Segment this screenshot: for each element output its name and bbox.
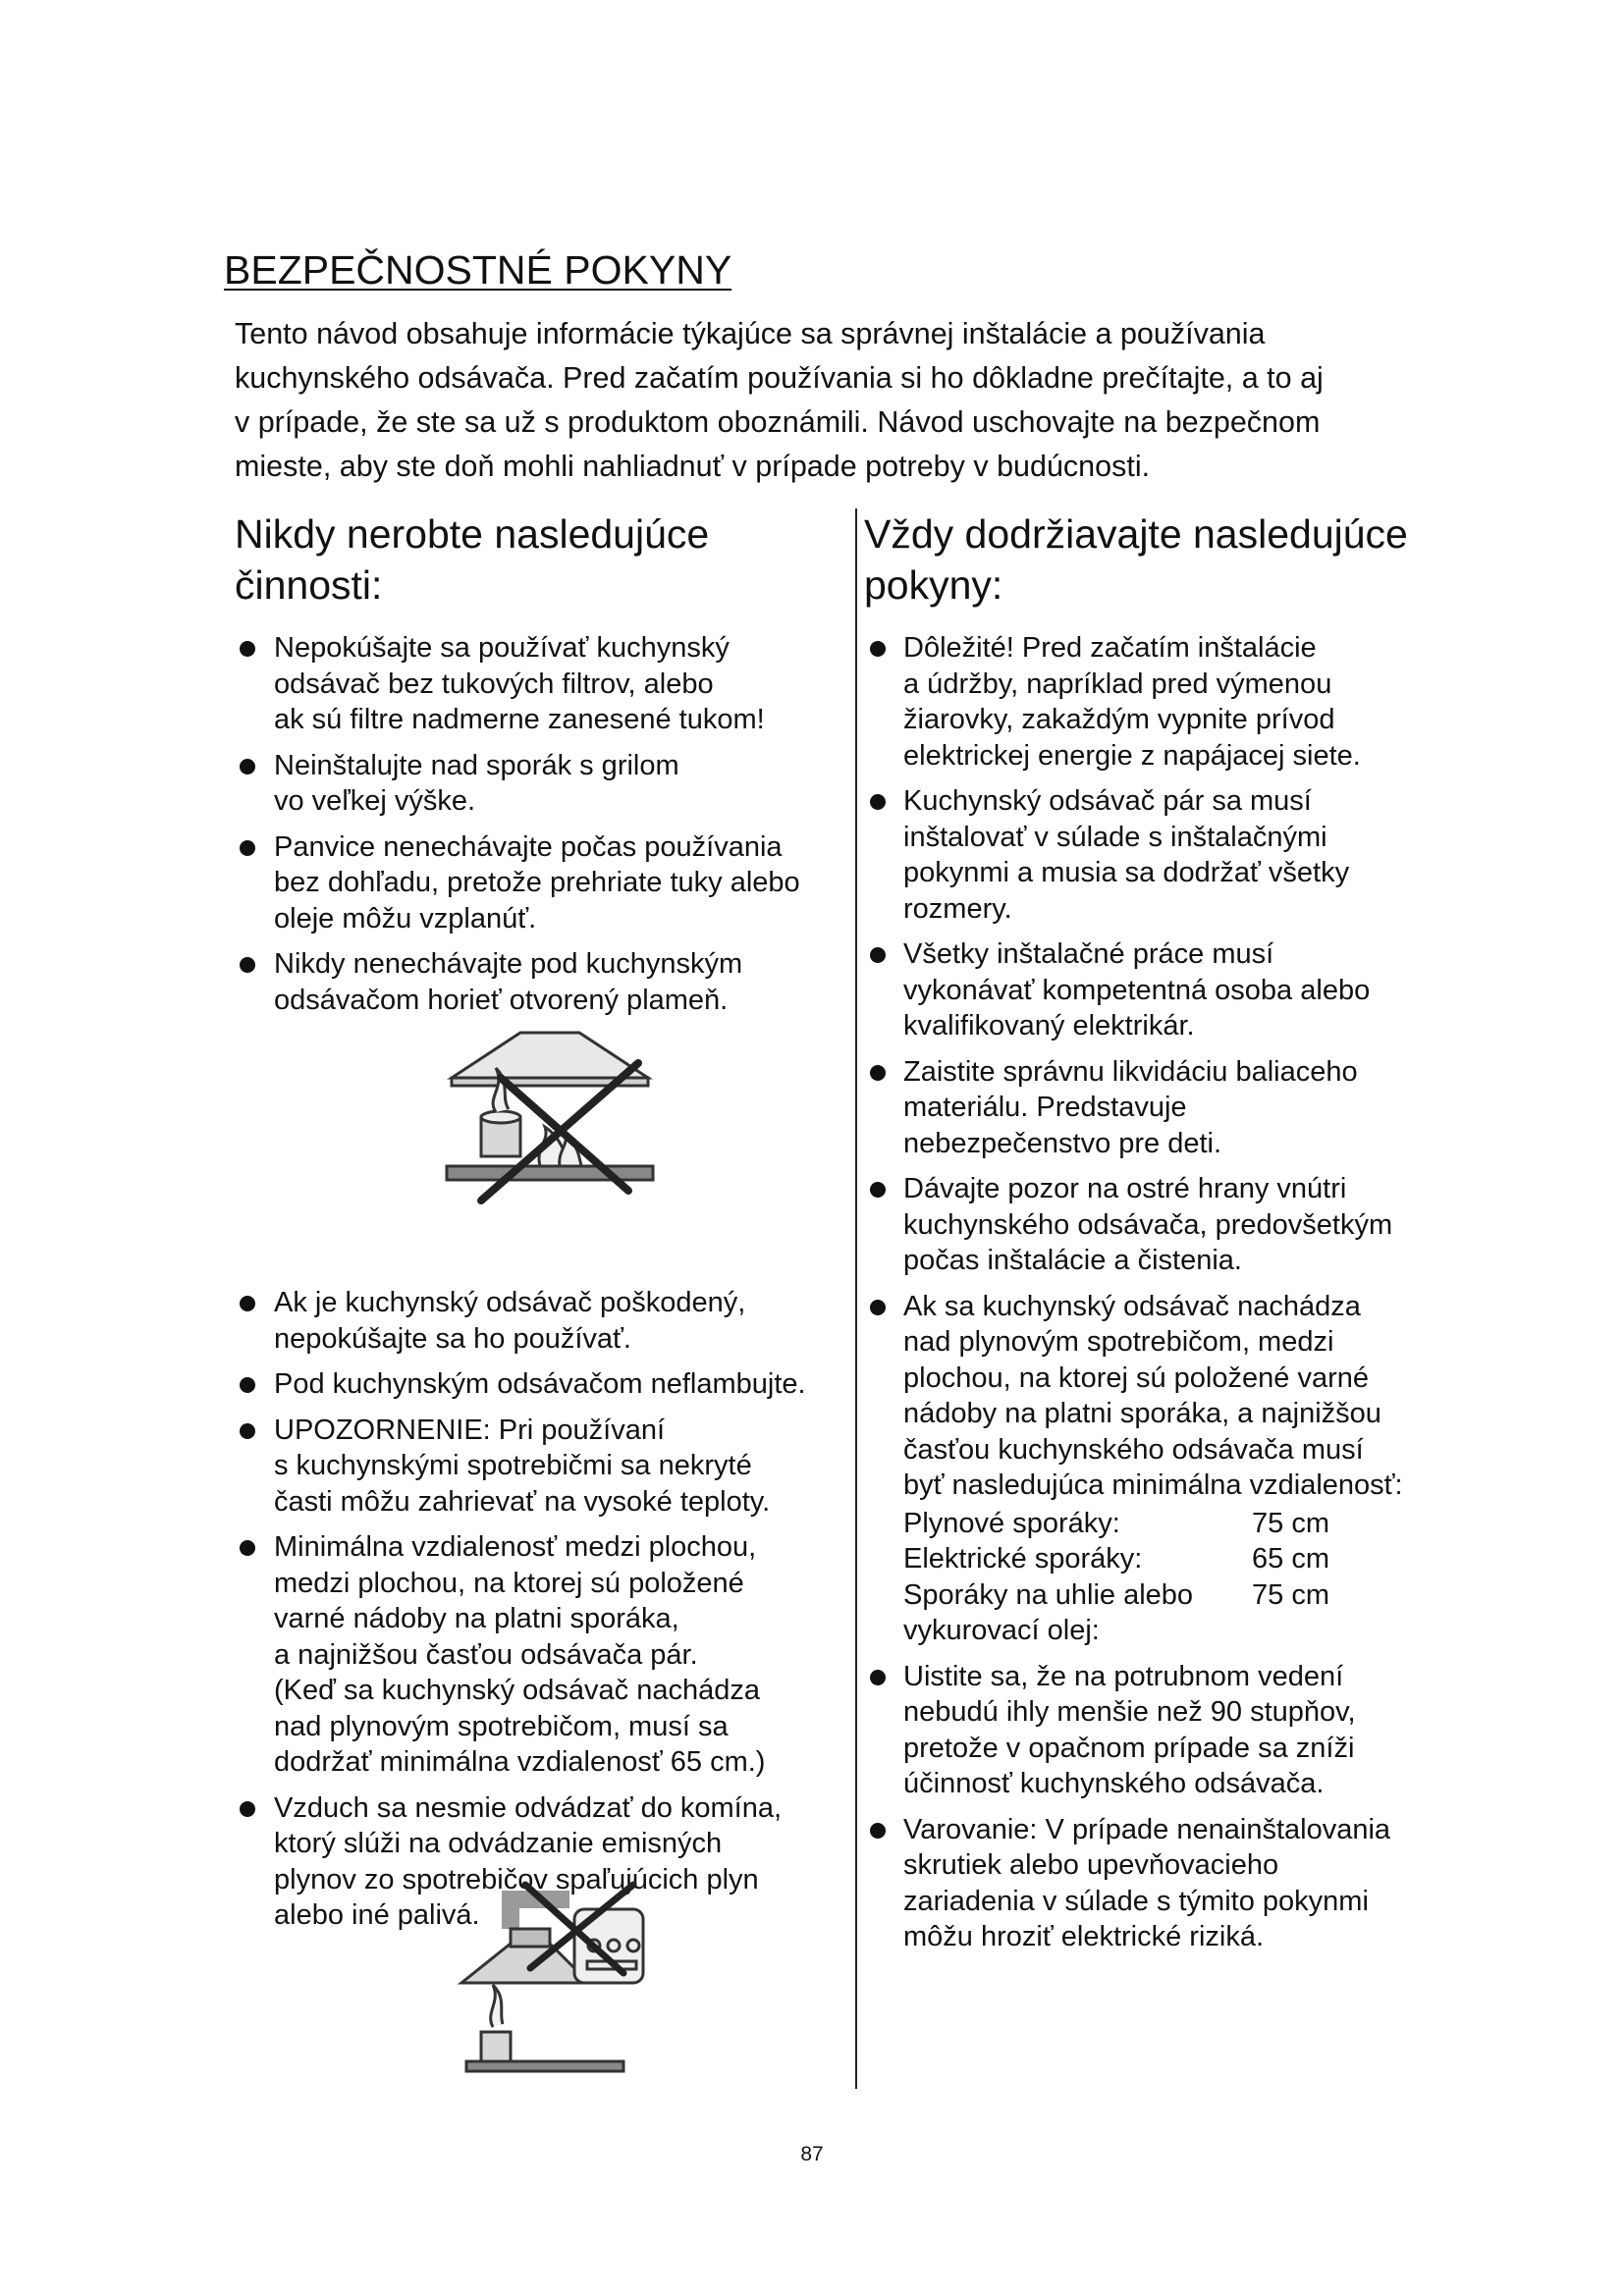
list-item-line: žiarovky, zakaždým vypnite prívod bbox=[903, 704, 1335, 735]
list-item bbox=[235, 1529, 853, 1781]
list-item-line: Pod kuchynským odsávačom neflambujte. bbox=[274, 1368, 806, 1400]
list-item-line: môžu hroziť elektrické riziká. bbox=[903, 1921, 1265, 1952]
list-item-line: materiálu. Predstavuje bbox=[903, 1092, 1187, 1123]
list-item-line: Kuchynský odsávač pár sa musí bbox=[903, 785, 1312, 817]
list-item-line: nebudú ihly menšie než 90 stupňov, bbox=[903, 1696, 1356, 1728]
intro-line: mieste, aby ste doň mohli nahliadnuť v prípade potreby v budúcnosti. bbox=[235, 450, 1151, 483]
never-do-column bbox=[235, 508, 853, 1944]
list-item-line: ktorý slúži na odvádzanie emisných bbox=[274, 1828, 723, 1859]
list-item-line: Varovanie: V prípade nenainštalovania bbox=[903, 1813, 1391, 1845]
never-do-heading: Nikdy nerobte nasledujúce činnosti: bbox=[235, 511, 710, 608]
list-item-line: oleje môžu vzplanúť. bbox=[274, 902, 537, 934]
list-item-line: Uistite sa, že na potrubnom vedení bbox=[903, 1660, 1344, 1692]
no-chimney-exhaust-icon bbox=[442, 1875, 658, 2081]
list-item-line: elektrickej energie z napájacej siete. bbox=[903, 739, 1361, 772]
list-item bbox=[235, 1413, 853, 1521]
bullet-icon bbox=[870, 641, 886, 657]
bullet-icon bbox=[870, 1065, 886, 1081]
list-item bbox=[235, 1366, 853, 1403]
list-item-line: UPOZORNENIE: Pri používaní bbox=[274, 1414, 666, 1446]
list-item-line: a najnižšou časťou odsávača pár. bbox=[274, 1638, 698, 1671]
page-number: 87 bbox=[800, 2143, 824, 2165]
bullet-icon bbox=[870, 794, 886, 810]
list-item-line: Neinštalujte nad sporák s grilom bbox=[274, 749, 679, 781]
list-item-line: bez dohľadu, pretože prehriate tuky alebo bbox=[274, 867, 800, 898]
bullet-icon bbox=[240, 1377, 255, 1393]
bullet-icon bbox=[240, 957, 255, 973]
list-item-line: Vzduch sa nesmie odvádzať do komína, bbox=[274, 1791, 783, 1824]
list-item-line: rozmery. bbox=[903, 892, 1012, 925]
list-item bbox=[235, 630, 853, 738]
list-item-line: Panvice nenechávajte počas používania bbox=[274, 830, 783, 863]
list-item-line: vo veľkej výške. bbox=[274, 785, 476, 817]
bullet-icon bbox=[240, 759, 255, 774]
list-item-line: kvalifikovaný elektrikár. bbox=[903, 1010, 1195, 1041]
list-item-line: ak sú filtre nadmerne zanesené tukom! bbox=[274, 704, 765, 735]
distance-table bbox=[903, 1506, 1468, 1649]
list-item bbox=[235, 946, 853, 1018]
distance-row: Plynové sporáky: 75 cm bbox=[903, 1507, 1329, 1539]
list-item-line: inštalovať v súlade s inštalačnými bbox=[903, 821, 1327, 853]
list-item-line: vykonávať kompetentná osoba alebo bbox=[903, 974, 1371, 1006]
bullet-icon bbox=[240, 1423, 255, 1439]
intro-line: kuchynského odsávača. Pred začatím používania si ho dôkladne prečítajte, a to aj bbox=[235, 361, 1324, 395]
list-item-line: odsávač bez tukových filtrov, alebo bbox=[274, 667, 714, 700]
list-item-line: Nepokúšajte sa používať kuchynský bbox=[274, 632, 730, 664]
list-item bbox=[235, 1285, 853, 1357]
list-item bbox=[859, 1054, 1468, 1162]
list-item-line: (Keď sa kuchynský odsávač nachádza bbox=[274, 1675, 760, 1706]
list-item-line: dodržať minimálna vzdialenosť 65 cm.) bbox=[274, 1746, 766, 1778]
list-item-line: varné nádoby na platni sporáka, bbox=[274, 1603, 679, 1634]
list-item-line: Minimálna vzdialenosť medzi plochou, bbox=[274, 1531, 757, 1563]
list-item bbox=[859, 936, 1468, 1044]
always-do-list-a bbox=[859, 630, 1468, 1279]
bullet-icon bbox=[240, 840, 255, 856]
bullet-icon bbox=[240, 1540, 255, 1556]
never-do-list-bottom bbox=[235, 1285, 853, 1934]
page-title: BEZPEČNOSTNÉ POKYNY bbox=[224, 247, 732, 293]
distance-row: Elektrické sporáky: 65 cm bbox=[903, 1543, 1329, 1575]
list-item-line: nepokúšajte sa ho používať. bbox=[274, 1322, 631, 1355]
list-item bbox=[859, 783, 1468, 927]
list-item-line: Dávajte pozor na ostré hrany vnútri bbox=[903, 1173, 1347, 1204]
distance-row: Sporáky na uhlie alebo 75 cm bbox=[903, 1578, 1329, 1611]
no-open-flame-icon bbox=[442, 1019, 658, 1215]
always-do-heading: Vždy dodržiavajte nasledujúce pokyny: bbox=[864, 511, 1408, 608]
intro-line: Tento návod obsahuje informácie týkajúce sa správnej inštalácie a používania bbox=[235, 317, 1266, 350]
bullet-icon bbox=[870, 947, 886, 963]
column-divider bbox=[855, 508, 857, 2089]
bullet-icon bbox=[240, 1801, 255, 1817]
list-item-line: zariadenia v súlade s týmito pokynmi bbox=[903, 1885, 1369, 1917]
list-item-line: časti môžu zahrievať na vysoké teploty. bbox=[274, 1485, 771, 1518]
list-item-line: Ak je kuchynský odsávač poškodený, bbox=[274, 1287, 746, 1318]
bullet-icon bbox=[870, 1300, 886, 1315]
list-item-line: odsávačom horieť otvorený plameň. bbox=[274, 984, 729, 1016]
list-item bbox=[859, 1659, 1468, 1802]
list-item-line: a údržby, napríklad pred výmenou bbox=[903, 667, 1332, 700]
always-do-list-distance bbox=[859, 1289, 1468, 1649]
list-item-line: Všetky inštalačné práce musí bbox=[903, 938, 1274, 970]
bullet-icon bbox=[870, 1823, 886, 1839]
list-item-line: pokynmi a musia sa dodržať všetky bbox=[903, 857, 1350, 888]
list-item-line: skrutiek alebo upevňovacieho bbox=[903, 1849, 1279, 1881]
list-item-line: Zaistite správnu likvidáciu baliaceho bbox=[903, 1055, 1358, 1088]
list-item-line: Nikdy nenechávajte pod kuchynským bbox=[274, 948, 743, 980]
bullet-icon bbox=[240, 641, 255, 657]
list-item-line: pretože v opačnom prípade sa zníži bbox=[903, 1732, 1355, 1764]
bullet-icon bbox=[870, 1182, 886, 1198]
list-item-line: Dôležité! Pred začatím inštalácie bbox=[903, 632, 1317, 664]
list-item-line: plynov zo spotrebičov spaľujúcich plyn bbox=[274, 1863, 759, 1896]
intro-line: v prípade, že ste sa už s produktom oboznámili. Návod uschovajte na bezpečnom bbox=[235, 405, 1321, 439]
list-item-line: alebo iné palivá. bbox=[274, 1899, 480, 1931]
never-do-list-top bbox=[235, 630, 853, 1018]
bullet-icon bbox=[870, 1670, 886, 1685]
list-item bbox=[235, 748, 853, 820]
list-item-line: účinnosť kuchynského odsávača. bbox=[903, 1768, 1325, 1799]
always-do-list-b bbox=[859, 1659, 1468, 1955]
list-item bbox=[235, 829, 853, 937]
distance-row: vykurovací olej: bbox=[903, 1615, 1100, 1646]
bullet-icon bbox=[240, 1296, 255, 1311]
list-item: Ak sa kuchynský odsávač nachádza nad plynovým spotrebičom, medzi plochou, na ktorej sú položené varné nádoby na platni sporáka, a najnižšou časťou kuchynského odsávača musí byť nasledujúca minimálna vzdialenosť: Plynové sporáky: 75 cm Elektrické sporáky: 65 cm Sporáky na uhlie alebo 75 cm vykurovací olej: bbox=[859, 1289, 1468, 1649]
list-item bbox=[859, 1171, 1468, 1279]
list-item-line: počas inštalácie a čistenia. bbox=[903, 1245, 1242, 1276]
always-do-column bbox=[859, 508, 1468, 1965]
list-item-line: kuchynského odsávača, predovšetkým bbox=[903, 1208, 1393, 1241]
list-item-line: nebezpečenstvo pre deti. bbox=[903, 1127, 1222, 1159]
list-item bbox=[859, 630, 1468, 774]
list-item-line: nad plynovým spotrebičom, musí sa bbox=[274, 1710, 729, 1742]
list-item-line: s kuchynskými spotrebičmi sa nekryté bbox=[274, 1450, 752, 1481]
list-item-line: medzi plochou, na ktorej sú položené bbox=[274, 1567, 744, 1599]
intro-paragraph bbox=[235, 312, 1413, 489]
list-item bbox=[859, 1812, 1468, 1955]
